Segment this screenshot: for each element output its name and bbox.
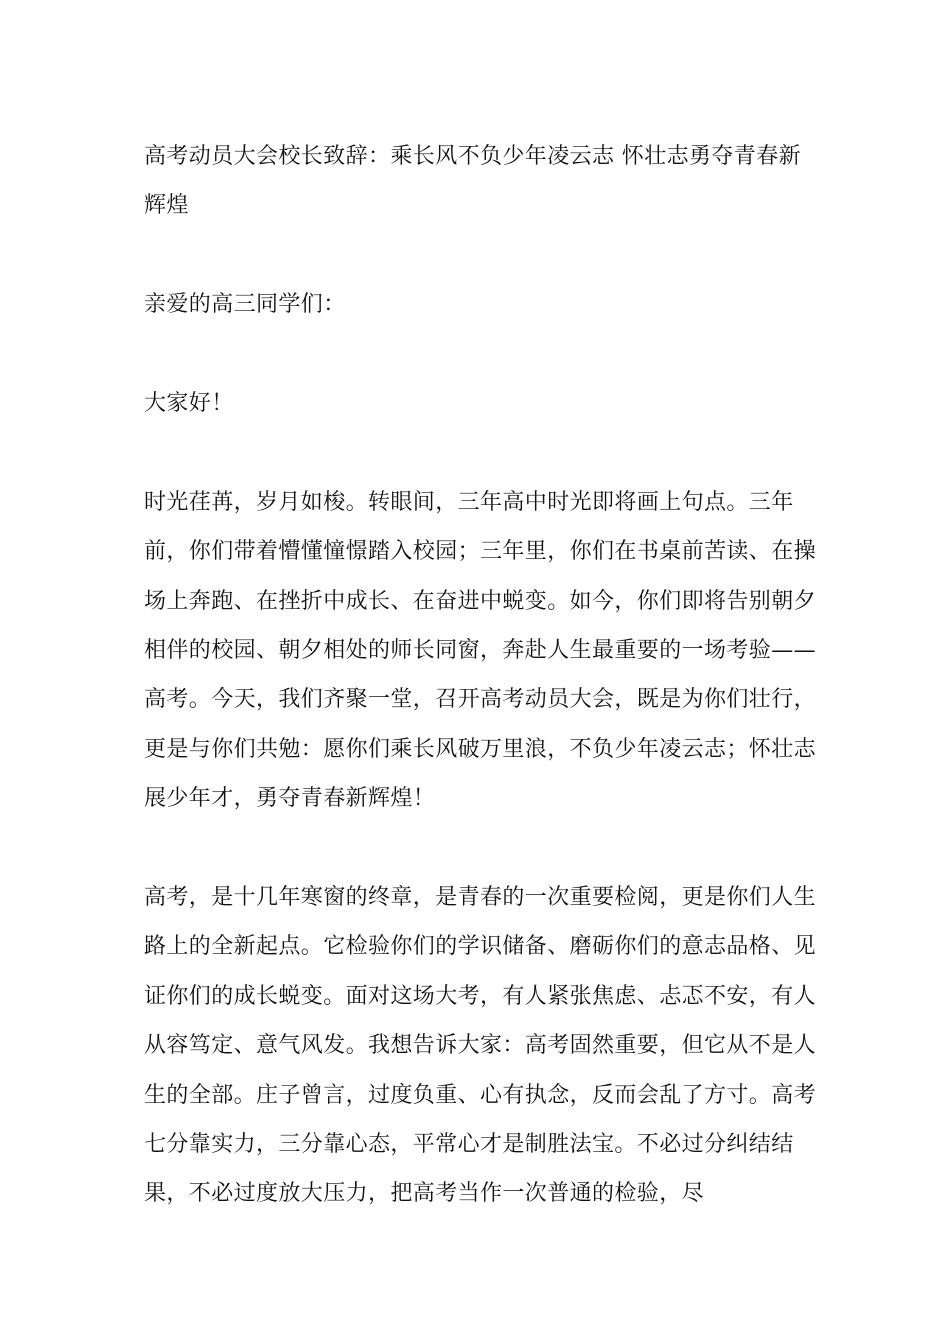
salutation: 亲爱的高三同学们： [144,292,346,318]
paragraph-intro: 时光荏苒，岁月如梭。转眼间，三年高中时光即将画上句点。三年前，你们带着懵懂憧憬踏入校园；三年里，你们在书桌前苦读、在操场上奔跑、在挫折中成长、在奋进中蜕变。如今，你们即将告别朝夕相伴的校园、朝夕相处的师长同窗，奔赴人生最重要的一场考验——高考。今天，我们齐聚一堂，召开高考动员大会，既是为你们壮行，更是与你们共勉：愿你们乘长风破万里浪，不负少年凌云志；怀壮志展少年才，勇夺青春新辉煌！ [144,489,817,812]
greeting: 大家好！ [144,391,234,416]
document-body [144,132,816,1268]
document-title: 高考动员大会校长致辞：乘长风不负少年凌云志 怀壮志勇夺青春新辉煌 [144,144,801,219]
paragraph-gaokao: 高考，是十几年寒窗的终章，是青春的一次重要检阅，更是你们人生路上的全新起点。它检验你们的学识储备、磨砺你们的意志品格、见证你们的成长蜕变。面对这场大考，有人紧张焦虑、忐忑不安，有人从容笃定、意气风发。我想告诉大家：高考固然重要，但它从不是人生的全部。庄子曾言，过度负重、心有执念，反而会乱了方寸。高考七分靠实力，三分靠心态，平常心才是制胜法宝。不必过分纠结结果，不必过度放大压力，把高考当作一次普通的检验，尽 [144,885,817,1207]
